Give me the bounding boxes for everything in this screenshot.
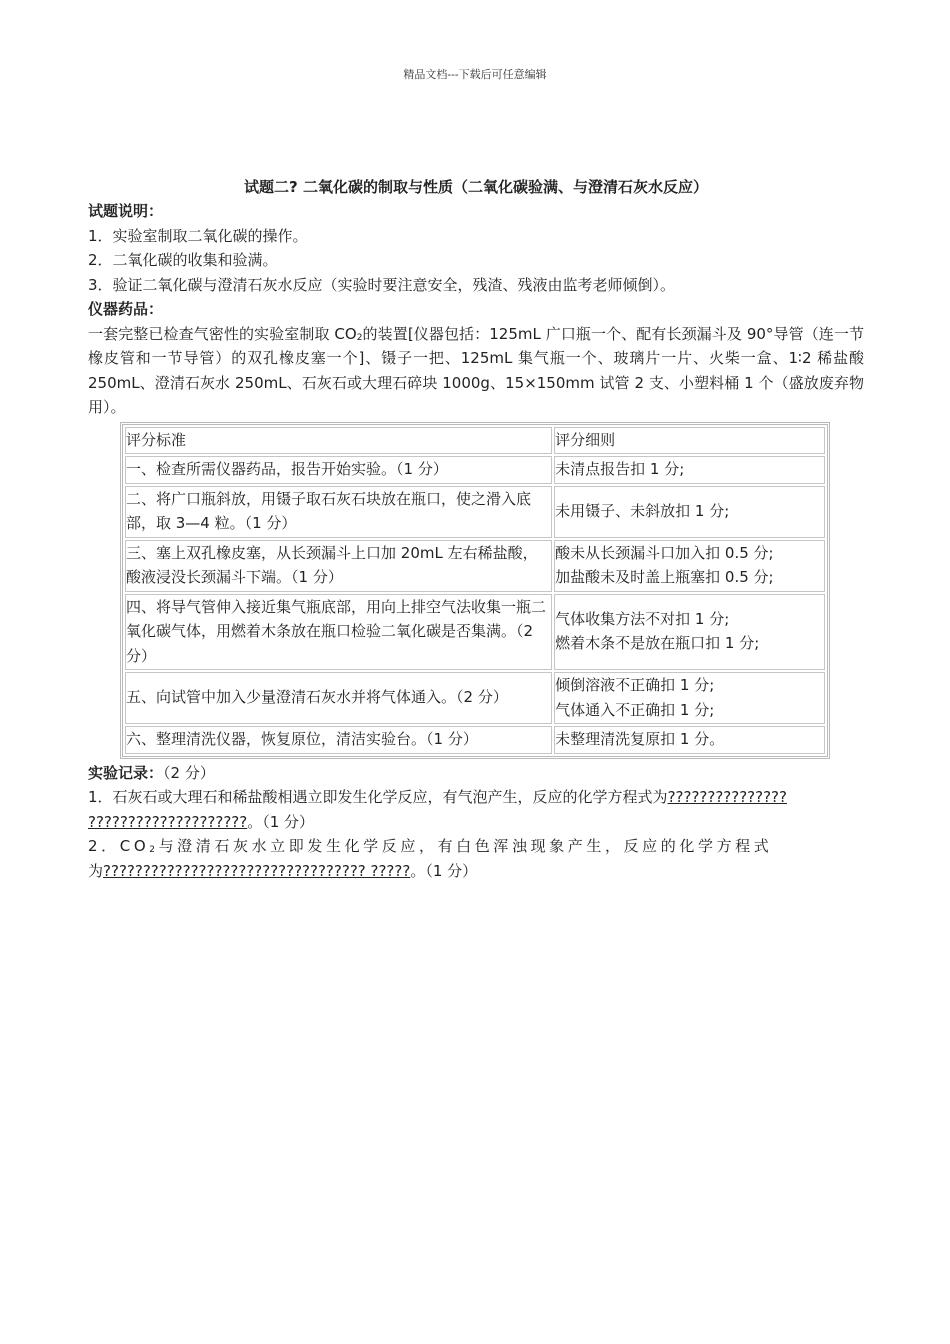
document-body xyxy=(88,175,864,883)
description-item-1: 1．实验室制取二氧化碳的操作。 xyxy=(88,226,308,245)
detail-line: 气体通入不正确扣 1 分; xyxy=(555,700,715,719)
detail-line: 燃着木条不是放在瓶口扣 1 分; xyxy=(555,634,760,653)
description-heading: 试题说明： xyxy=(88,202,164,220)
detail-line: 倾倒溶液不正确扣 1 分; xyxy=(555,676,715,694)
record-heading-score: （2 分） xyxy=(163,763,215,782)
description-item-3: 3．验证二氧化碳与澄清石灰水反应（实验时要注意安全，残渣、残液由监考老师倾倒）。 xyxy=(88,275,676,294)
header-details: 评分细则 xyxy=(554,427,825,455)
row-details xyxy=(554,540,825,592)
row-details xyxy=(554,672,825,724)
row-criterion: 四、将导气管伸入接近集气瓶底部，用向上排空气法收集一瓶二氧化碳气体，用燃着木条放在瓶口检验二氧化碳是否集满。（2 分） xyxy=(125,594,552,671)
row-details xyxy=(554,594,825,671)
record-item-2-text: 与澄清石灰水立即发生化学反应，有白色浑浊现象产生，反应的化学方程式 xyxy=(158,837,773,855)
detail-line: 未整理清洗复原扣 1 分。 xyxy=(555,730,725,748)
record-item-1-blank-b: ???????????????????? xyxy=(88,812,248,831)
record-item-2-first-line xyxy=(88,837,772,855)
equipment-paragraph xyxy=(88,322,864,420)
record-item-2-blank: ????????????????????????????????? ????? xyxy=(103,861,411,880)
record-item-2 xyxy=(88,834,864,883)
equipment-text-start: 一套完整已检查气密性的实验室制取 CO xyxy=(88,324,357,343)
description-item-2: 2．二氧化碳的收集和验满。 xyxy=(88,251,278,269)
table-row xyxy=(125,540,825,592)
record-item-2-text2: 为 xyxy=(88,861,104,880)
detail-line: 未用镊子、未斜放扣 1 分; xyxy=(555,501,730,520)
page-header: 精品文档---下载后可任意编辑 xyxy=(403,68,547,81)
equipment-heading: 仪器药品： xyxy=(88,300,164,318)
record-item-1-blank-a: ??????????????? xyxy=(667,788,787,806)
detail-line: 未清点报告扣 1 分; xyxy=(555,460,685,478)
equipment-text-rest: 的装置[仪器包括：125mL 广口瓶一个、配有长颈漏斗及 90°导管（连一节橡皮管和一节导管）的双孔橡皮塞一个]、镊子一把、125mL 集气瓶一个、玻璃片一片、火柴一盒、1∶2 稀盐酸 250mL、澄清石灰水 250mL、石灰石或大理石碎块 1000g、15×150mm 试管 2 支、小塑料桶 1 个（盛放废弃物用）。 xyxy=(88,324,865,416)
table-row xyxy=(125,486,825,538)
record-item-2-prefix: 2．CO xyxy=(88,837,150,855)
record-item-1-tail: 。（1 分） xyxy=(247,812,315,831)
record-item-1-text: 1．石灰石或大理石和稀盐酸相遇立即发生化学反应，有气泡产生，反应的化学方程式为 xyxy=(88,788,668,806)
row-criterion: 六、整理清洗仪器，恢复原位，清洁实验台。（1 分） xyxy=(125,726,552,754)
row-details xyxy=(554,486,825,538)
detail-line: 酸未从长颈漏斗口加入扣 0.5 分; xyxy=(555,543,774,562)
detail-line: 加盐酸未及时盖上瓶塞扣 0.5 分; xyxy=(555,568,774,586)
row-details xyxy=(554,726,825,754)
record-item-1 xyxy=(88,785,864,834)
table-row xyxy=(125,726,825,754)
detail-line: 气体收集方法不对扣 1 分; xyxy=(555,609,730,628)
row-criterion: 二、将广口瓶斜放，用镊子取石灰石块放在瓶口，使之滑入底部，取 3—4 粒。（1 分） xyxy=(125,486,552,538)
row-criterion: 一、检查所需仪器药品，报告开始实验。（1 分） xyxy=(125,456,552,484)
record-heading-line xyxy=(88,761,864,786)
record-item-2-tail: 。（1 分） xyxy=(410,861,478,880)
row-criterion: 五、向试管中加入少量澄清石灰水并将气体通入。（2 分） xyxy=(125,672,552,724)
row-criterion: 三、塞上双孔橡皮塞，从长颈漏斗上口加 20mL 左右稀盐酸，酸液浸没长颈漏斗下端。（1 分） xyxy=(125,540,552,592)
document-title: 试题二? 二氧化碳的制取与性质（二氧化碳验满、与澄清石灰水反应） xyxy=(244,178,708,196)
header-criterion: 评分标准 xyxy=(125,427,552,455)
table-row xyxy=(125,456,825,484)
row-details xyxy=(554,456,825,484)
table-row xyxy=(125,594,825,671)
scoring-table xyxy=(120,422,830,759)
record-heading: 实验记录： xyxy=(88,763,164,782)
table-row xyxy=(125,672,825,724)
table-header-row xyxy=(125,427,825,455)
co2-subscript: 2 xyxy=(149,845,159,855)
co2-subscript: 2 xyxy=(356,332,363,343)
